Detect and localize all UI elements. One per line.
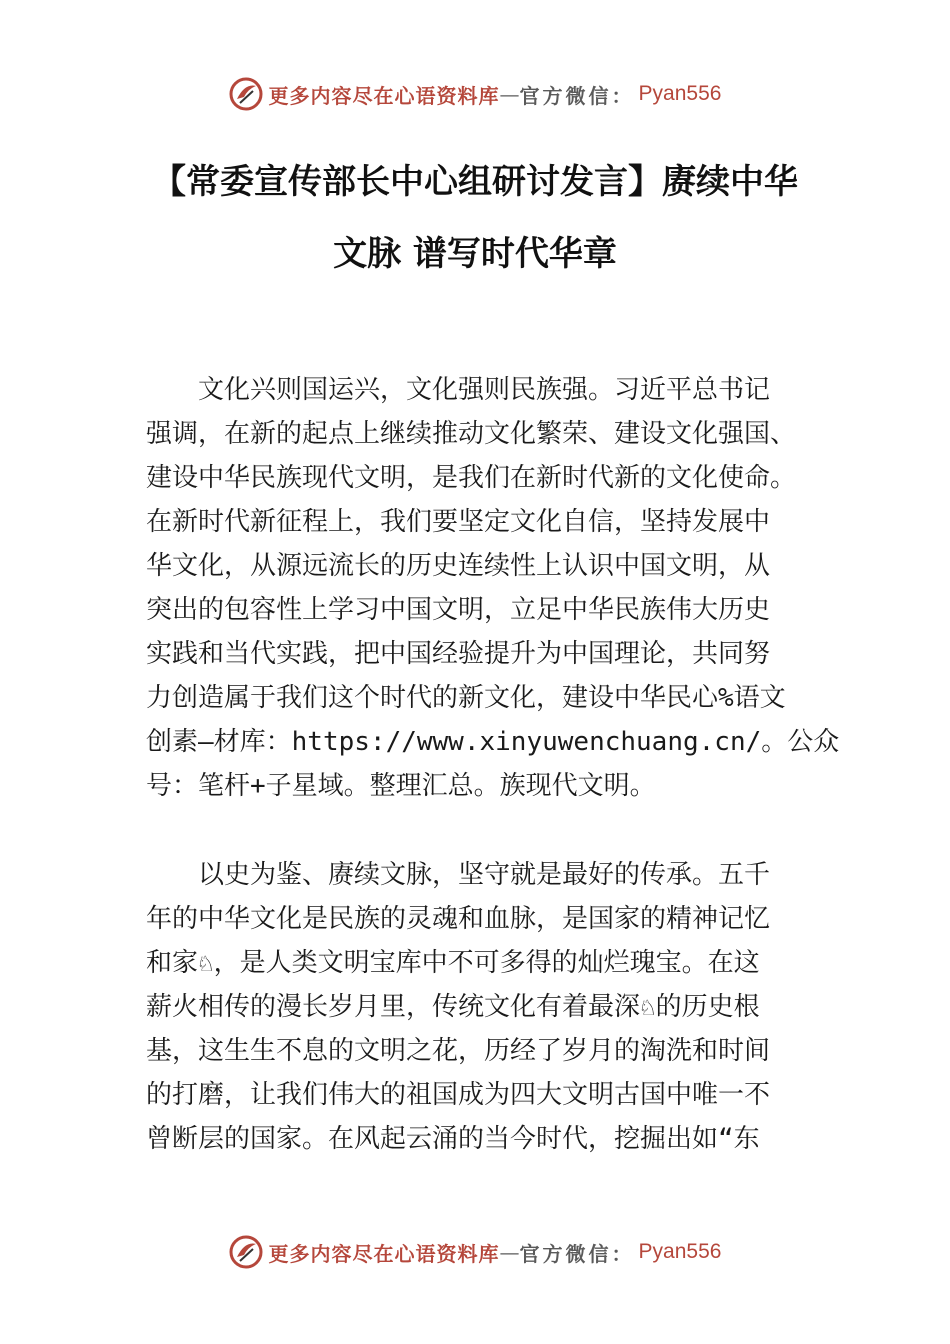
header-banner	[0, 72, 950, 116]
paragraph-line: 文化兴则国运兴，文化强则民族强。习近平总书记	[198, 375, 771, 405]
banner-brand-text: 更多内容尽在心语资料库	[268, 83, 500, 108]
paragraph-line: 强调，在新的起点上继续推动文化繁荣、建设文化强国、	[146, 419, 797, 449]
paragraph-line: 力创造属于我们这个时代的新文化，建设中华民心%语文	[146, 683, 786, 713]
banner-wechat-id: Pyan556	[638, 82, 722, 105]
page-title-line-1: 【常委宣传部长中心组研讨发言】赓续中华	[152, 162, 798, 202]
banner-wechat-id: Pyan556	[638, 1240, 722, 1263]
paragraph-line: 年的中华文化是民族的灵魂和血脉，是国家的精神记忆	[146, 904, 771, 934]
paragraph-line: 突出的包容性上学习中国文明，立足中华民族伟大历史	[146, 595, 771, 625]
paragraph-line: 华文化，从源远流长的历史连续性上认识中国文明，从	[146, 551, 771, 581]
paragraph-line: 创素—材库：https://www.xinyuwenchuang.cn/。公众	[146, 727, 840, 757]
brand-logo-icon	[229, 77, 263, 111]
paragraph-line: 基，这生生不息的文明之花，历经了岁月的淘洗和时间	[146, 1036, 771, 1066]
page-title-line-2: 文脉 谱写时代华章	[333, 234, 617, 274]
paragraph-line: 薪火相传的漫长岁月里，传统文化有着最深♘的历史根	[146, 992, 760, 1022]
banner-wechat-label: 官方微信：	[519, 83, 635, 108]
paragraph-line: 以史为鉴、赓续文脉，坚守就是最好的传承。五千	[198, 860, 771, 890]
paragraph-line: 和家♘，是人类文明宝库中不可多得的灿烂瑰宝。在这	[146, 948, 760, 978]
footer-banner	[0, 1230, 950, 1274]
paragraph-line: 实践和当代实践，把中国经验提升为中国理论，共同努	[146, 639, 771, 669]
banner-brand-text: 更多内容尽在心语资料库	[268, 1241, 500, 1266]
banner-wechat-label: 官方微信：	[519, 1241, 635, 1266]
paragraph-line: 的打磨，让我们伟大的祖国成为四大文明古国中唯一不	[146, 1080, 771, 1110]
brand-logo-icon	[229, 1235, 263, 1269]
paragraph-line: 曾断层的国家。在风起云涌的当今时代，挖掘出如“东	[146, 1124, 760, 1154]
banner-dash: —	[499, 82, 520, 106]
paragraph-line: 在新时代新征程上，我们要坚定文化自信，坚持发展中	[146, 507, 771, 537]
banner-dash: —	[499, 1240, 520, 1264]
paragraph-line: 建设中华民族现代文明，是我们在新时代新的文化使命。	[146, 463, 797, 493]
paragraph-line: 号：笔杆+子星域。整理汇总。族现代文明。	[146, 771, 656, 801]
